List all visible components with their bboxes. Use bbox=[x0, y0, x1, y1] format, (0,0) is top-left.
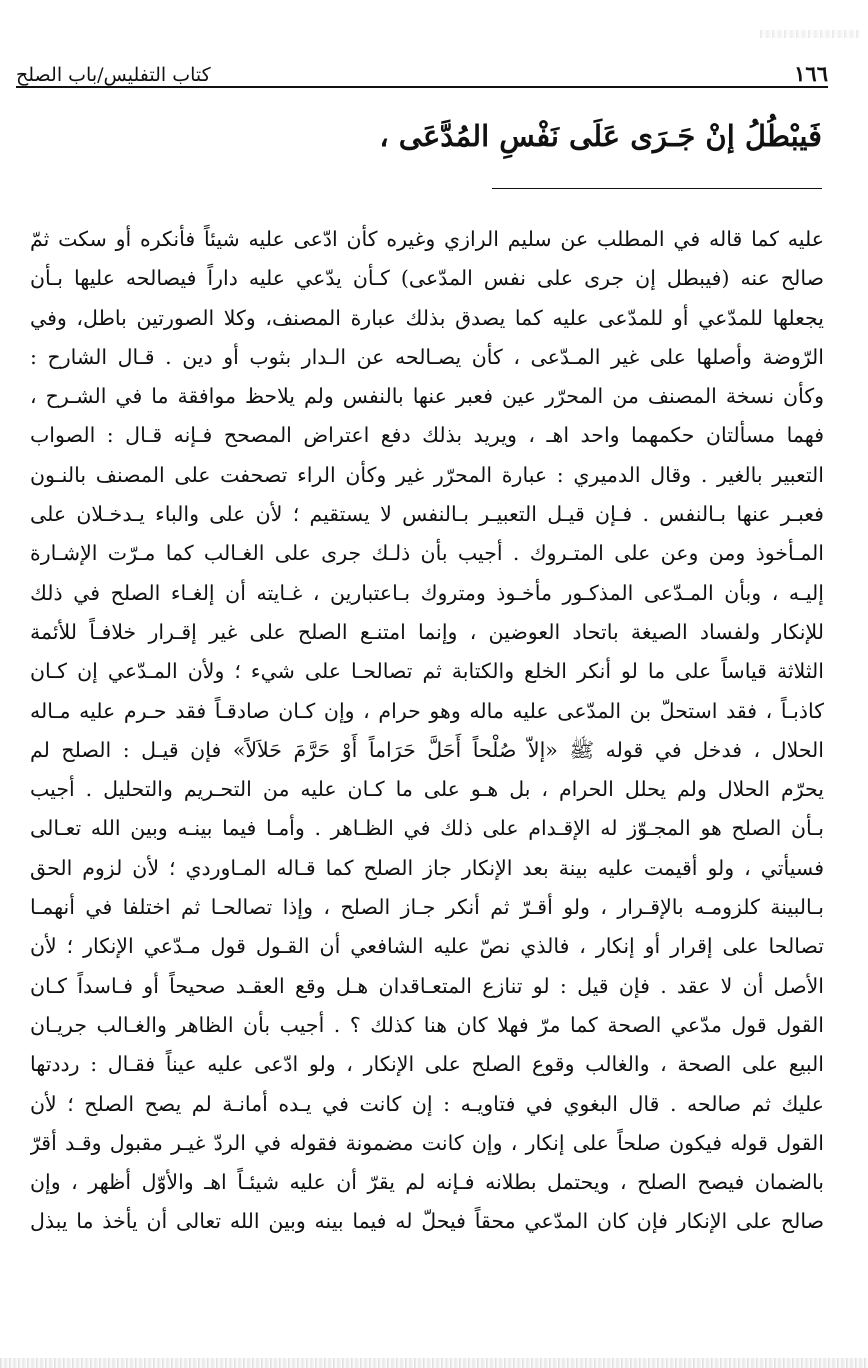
commentary-line: بـالبينة كلزومـه بالإقـرار ، ولو أقـرّ ثم أنكر جـاز الصلح ، وإذا تصالحـا ثم اختلفا في أنهمـا bbox=[30, 895, 824, 920]
scan-noise-bottom bbox=[0, 1358, 868, 1368]
running-header bbox=[16, 52, 828, 86]
commentary-line: الرّوضة وأصلها على غير المـدّعى ، كأن يصـالحه عن الـدار بثوب أو دين . قـال الشارح : bbox=[30, 344, 824, 369]
commentary-line: التعبير بالغير . وقال الدميري : عبارة المحرّر غير وكأن الراء تصحفت على المصنف بالنـون bbox=[30, 462, 824, 487]
commentary-line: يحرّم الحلال ولم يحلل الحرام ، بل هـو على ما كـان عليه من التحـريم والتحليل . أجيب bbox=[30, 777, 824, 802]
commentary-line: فهما مسألتان حكمهما واحد اهـ ، ويريد بذلك دفع اعتراض المصحح فـإنه قـال : الصواب bbox=[30, 423, 824, 448]
commentary-line: للإنكار ولفساد الصيغة باتحاد العوضين ، وإنما امتنـع الصلح على غير إقـرار خلافـاً للأئمة bbox=[30, 619, 824, 644]
commentary-line: وكأن نسخة المصنف من المحرّر عين فعبر عنها بالنفس ولم يلاحظ موافقة ما في الشـرح ، bbox=[30, 384, 824, 409]
commentary-line: صالح على الإنكار فإن كان المدّعي محقاً فيحلّ له فيما بينه وبين الله تعالى أن يأخذ ما يبذل bbox=[30, 1209, 824, 1234]
commentary-line: كاذبـاً ، فقد استحلّ بن المدّعى عليه ماله وهو حرام ، وإن كـان صادقـاً فقد حـرم عليه مـاله bbox=[30, 698, 824, 723]
commentary-line: بالضمان فيصح الصلح ، ويحتمل بطلانه فـإنه لم يقرّ أن عليه شيئـاً اهـ والأوّل أظهر ، وإن bbox=[30, 1170, 824, 1195]
commentary-line: الحلال ، فدخل في قوله ﷺ «إلاّ صُلْحاً أَحَلَّ حَرَاماً أَوْ حَرَّمَ حَلاَلاً» فإن قيـل : الصلح لم bbox=[30, 737, 824, 762]
scan-noise-top bbox=[760, 30, 860, 38]
commentary-body bbox=[30, 220, 824, 1242]
commentary-line: فسيأتي ، ولو أقيمت عليه بينة بعد الإنكار جاز الصلح كما قـاله المـاوردي ؛ لأن لزوم الحق bbox=[30, 855, 824, 880]
commentary-line: إليـه ، وبأن المـدّعى المذكـور مأخـوذ ومتروك بـاعتبارين ، غـايته أن إلغـاء الصلح في ذلك bbox=[30, 580, 824, 605]
commentary-line: فعبـر عنها بـالنفس . فـإن قيـل التعبيـر بـالنفس لا يستقيم ؛ لأن على والباء يـدخـلان على bbox=[30, 502, 824, 527]
page-number: ١٦٦ bbox=[794, 61, 828, 86]
header-rule bbox=[16, 86, 828, 88]
commentary-line: عليه كما قاله في المطلب عن سليم الرازي وغيره كأن ادّعى عليه شيئاً فأنكره أو سكت ثمّ bbox=[30, 227, 824, 251]
commentary-line: المـأخوذ ومن وعن على المتـروك . أجيب بأن ذلـك جرى على الغـالب كما مـرّت الإشـارة bbox=[30, 541, 824, 566]
commentary-line: الثلاثة قياساً على ما لو أنكر الخلع والكتابة ثم تصالحـا على شيء ؛ ولأن المـدّعي إن كـان bbox=[30, 659, 824, 684]
commentary-line: صالح عنه (فيبطل إن جرى على نفس المدّعى) كـأن يدّعي عليه داراً فيصالحه عليها بـأن bbox=[30, 266, 824, 291]
commentary-line: القول قول مدّعي الصحة كما مرّ فهلا كان هنا كذلك ؟ . أجيب بأن الظاهر والغـالب جريـان bbox=[30, 1012, 824, 1037]
commentary-line: عليك ثم صالحه . قال البغوي في فتاويـه : إن كانت في يـده أمانـة لم يصح الصلح ؛ لأن bbox=[30, 1091, 824, 1116]
header-title: كتاب التفليس/باب الصلح bbox=[16, 64, 211, 86]
commentary-line: بـأن الصلح هو المجـوّز له الإقـدام على ذلك في الظـاهر . وأمـا فيما بينـه وبين الله تعـالى bbox=[30, 816, 824, 841]
matn-separator-rule bbox=[492, 188, 822, 189]
commentary-line: تصالحا على إقرار أو إنكار ، فالذي نصّ عليه الشافعي أن القـول قول مـدّعي الإنكار ؛ لأن bbox=[30, 934, 824, 959]
commentary-line: الأصل أن لا عقد . فإن قيل : لو تنازع المتعـاقدان هـل وقع العقـد صحيحاً أو فـاسداً كـان bbox=[30, 973, 824, 998]
commentary-line: القول قوله فيكون صلحاً على إنكار ، وإن كانت مضمونة فقوله في الردّ غيـر مقبول وقـد أقرّ bbox=[30, 1130, 824, 1155]
matn-text: فَيبْطُلُ إنْ جَـرَى عَلَى نَفْسِ المُدَّعَى ، bbox=[379, 119, 822, 153]
commentary-line: البيع على الصحة ، والغالب وقوع الصلح على الإنكار ، ولو ادّعى عليه عيناً فقـال : رددتها bbox=[30, 1052, 824, 1077]
commentary-line: يجعلها للمدّعي أو للمدّعى عليه كما يصدق بذلك عبارة المصنف، وكلا الصورتين باطل، وفي bbox=[30, 305, 824, 330]
